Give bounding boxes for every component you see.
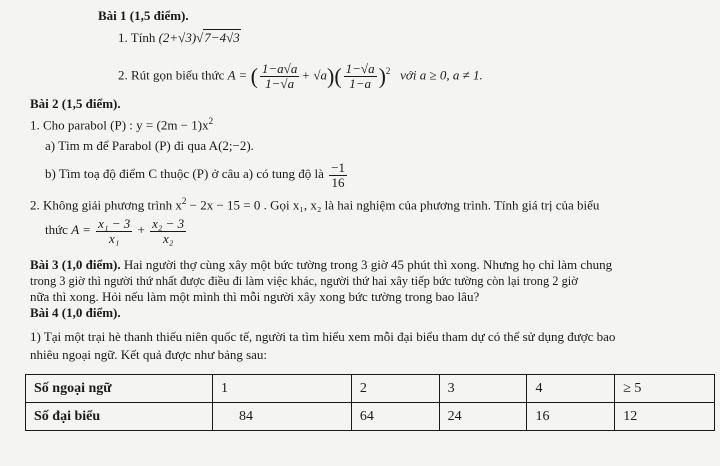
table-cell: 1 xyxy=(213,375,352,403)
bai3-l3: nữa thì xong. Hỏi nếu làm một mình thì mỗi người xây xong bức tường trong bao lâu? xyxy=(30,289,480,304)
bai2-p1: 1. Cho parabol (P) : $y = (2m - 1)x^2$ xyxy=(30,116,214,133)
bai4-l1: 1) Tại một trại hè thanh thiếu niên quốc tế, người ta tìm hiểu xem mỗi đại biểu tham dự có thể sử dụng được bao xyxy=(30,329,616,344)
bai1-q2: 2. Rút gọn biểu thức A = ( $\frac{1-a√a}{1-√a}$ + √a)( $\frac{1-√a}{1-a}$ )$^2$ với a ≥ 0, a ≠ 1. xyxy=(118,60,483,91)
bai2-frac2: $\frac{\text{x₂ − 3}}{\text{x₂}}$ xyxy=(152,215,185,246)
table-cell: 2 xyxy=(351,375,439,403)
bai2-b-frac: $\frac{-1}{16}$ xyxy=(331,159,345,190)
table-cell: 12 xyxy=(615,403,715,431)
table-cell: 64 xyxy=(351,403,439,431)
table-cell: ≥ 5 xyxy=(615,375,715,403)
bai1-q1-expr: (2+√3) xyxy=(158,30,197,45)
bai1-title: Bài 1 (1,5 điểm). xyxy=(98,8,189,23)
table-cell: 3 xyxy=(439,375,527,403)
bai4-title: Bài 4 (1,0 điểm). xyxy=(30,305,121,320)
bai2-a: a) Tìm m để Parabol (P) đi qua A(2;−2). xyxy=(45,138,254,153)
table-cell: 24 xyxy=(439,403,527,431)
bai2-p2-expr: thức A = $\frac{\text{x₁ − 3}}{\text{x₁}}$ + $\frac{\text{x₂ − 3}}{\text{x₂}}$ xyxy=(45,215,185,246)
table-cell: 4 xyxy=(527,375,615,403)
bai1-q2-A: A = xyxy=(227,67,248,83)
table-row xyxy=(26,375,715,403)
bai2-title: Bài 2 (1,5 điểm). xyxy=(30,96,121,111)
bai2-p2: 2. Không giải phương trình $x^2 - 2x - 15 = 0$ . Gọi x₁, x₂ là hai nghiệm của phương trình. Tính giá trị của biểu xyxy=(30,196,600,213)
bai3-title: Bài 3 (1,0 điểm). xyxy=(30,257,121,272)
bai1-q2-plus-sqrt: + √a xyxy=(301,67,327,83)
table-cell: 84 xyxy=(213,403,352,431)
table-row-head: Số đại biểu xyxy=(26,403,213,431)
bai1-q2-label: 2. Rút gọn biểu thức xyxy=(118,67,225,83)
table-cell: 16 xyxy=(527,403,615,431)
bai1-q2-frac2: $\frac{1-√a}{1-a}$ xyxy=(345,60,375,91)
bai3-l1: Bài 3 (1,0 điểm). Hai người thợ cùng xây một bức tường trong 3 giờ 45 phút thì xong. Nhưng họ chỉ làm chung xyxy=(30,257,613,272)
bai1-q1-label: 1. Tính xyxy=(118,30,156,45)
bai3-l2: trong 3 giờ thì người thứ nhất được điều đi làm việc khác, người thứ hai xây tiếp bức tường còn lại trong 2 giờ xyxy=(30,274,578,288)
bai1-q1: 1. Tính (2+√3)√7−4√3 xyxy=(118,30,240,45)
bai4-l2: nhiêu ngoại ngữ. Kết quả được như bảng sau: xyxy=(30,347,268,362)
bai1-q1-sqrt: 7−4√3 xyxy=(204,30,240,45)
table-row xyxy=(26,403,715,431)
bai2-frac1: $\frac{\text{x₁ − 3}}{\text{x₁}}$ xyxy=(98,215,131,246)
table-row-head: Số ngoại ngữ xyxy=(26,375,213,403)
data-table xyxy=(25,374,715,431)
bai2-b: b) Tìm toạ độ điểm C thuộc (P) ở câu a) có tung độ là $\frac{-1}{16}$ xyxy=(45,159,345,190)
bai1-q2-exp: 2 xyxy=(385,66,391,76)
bai1-q2-cond: với a ≥ 0, a ≠ 1. xyxy=(400,67,483,83)
bai1-q2-frac1: $\frac{1-a√a}{1-√a}$ xyxy=(261,60,298,91)
